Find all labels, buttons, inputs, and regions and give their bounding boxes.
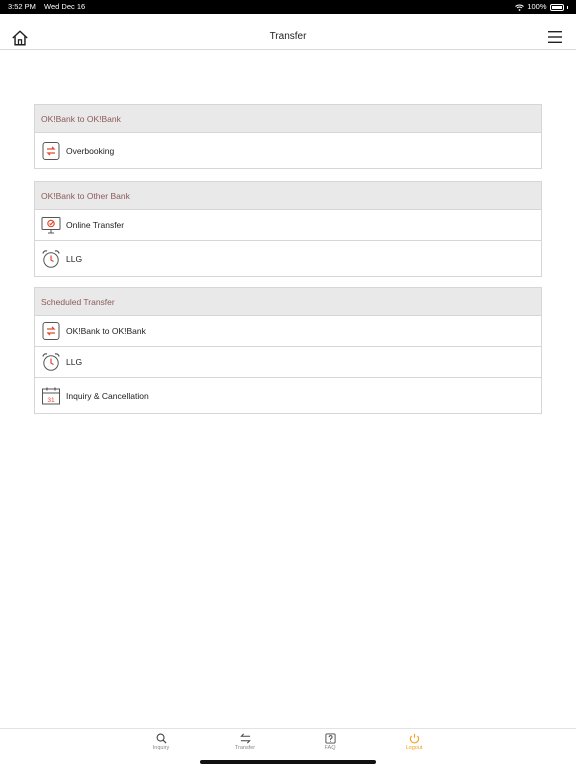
transfer-arrows-icon	[41, 321, 61, 341]
list-item-label: Online Transfer	[66, 220, 125, 230]
alarm-clock-icon	[41, 249, 61, 269]
tab-logout[interactable]	[394, 733, 434, 751]
list-item-overbooking[interactable]	[35, 133, 541, 168]
list-item-label: LLG	[66, 253, 83, 264]
page-title: Transfer	[269, 31, 307, 42]
search-icon	[156, 733, 167, 744]
calendar-icon	[41, 386, 61, 406]
list-item-label: LLG	[66, 357, 83, 367]
hamburger-menu-icon[interactable]	[548, 30, 562, 44]
status-date: Wed Dec 16	[44, 2, 86, 11]
transfer-arrows-icon	[41, 141, 61, 161]
alarm-clock-icon	[41, 352, 61, 372]
status-time: 3:52 PM	[8, 2, 36, 11]
tab-faq[interactable]	[310, 733, 350, 751]
tab-label: Logout	[405, 745, 423, 751]
list-item-inquiry-cancellation[interactable]	[35, 378, 541, 413]
list-item-scheduled-llg[interactable]	[35, 347, 541, 378]
tab-label: Inquiry	[152, 745, 170, 751]
list-item-llg[interactable]	[35, 241, 541, 276]
list-item-label: Inquiry & Cancellation	[66, 390, 149, 401]
tab-label: FAQ	[324, 745, 336, 751]
section-ok-to-other	[34, 181, 542, 277]
battery-icon	[550, 4, 564, 11]
tab-label: Transfer	[234, 745, 256, 751]
section-scheduled-transfer	[34, 287, 542, 414]
tab-inquiry[interactable]	[141, 733, 181, 751]
calendar-day-text: 31	[47, 396, 55, 404]
list-item-scheduled-ok-to-ok[interactable]	[35, 316, 541, 347]
section-header: OK!Bank to Other Bank	[35, 182, 541, 210]
swap-arrows-icon	[240, 733, 251, 744]
status-bar	[0, 0, 576, 14]
tab-transfer[interactable]	[225, 733, 265, 751]
monitor-check-icon	[41, 215, 61, 235]
home-indicator	[200, 760, 376, 764]
power-icon	[409, 733, 420, 744]
section-header: OK!Bank to OK!Bank	[35, 105, 541, 133]
battery-percent: 100%	[527, 2, 547, 11]
nav-bar	[0, 14, 576, 50]
section-ok-to-ok	[34, 104, 542, 169]
tab-bar	[0, 728, 576, 768]
question-box-icon	[325, 733, 336, 744]
wifi-icon	[515, 4, 524, 11]
list-item-online-transfer[interactable]	[35, 210, 541, 241]
list-item-label: Overbooking	[66, 145, 115, 156]
list-item-label: OK!Bank to OK!Bank	[66, 326, 146, 336]
section-header: Scheduled Transfer	[35, 288, 541, 316]
